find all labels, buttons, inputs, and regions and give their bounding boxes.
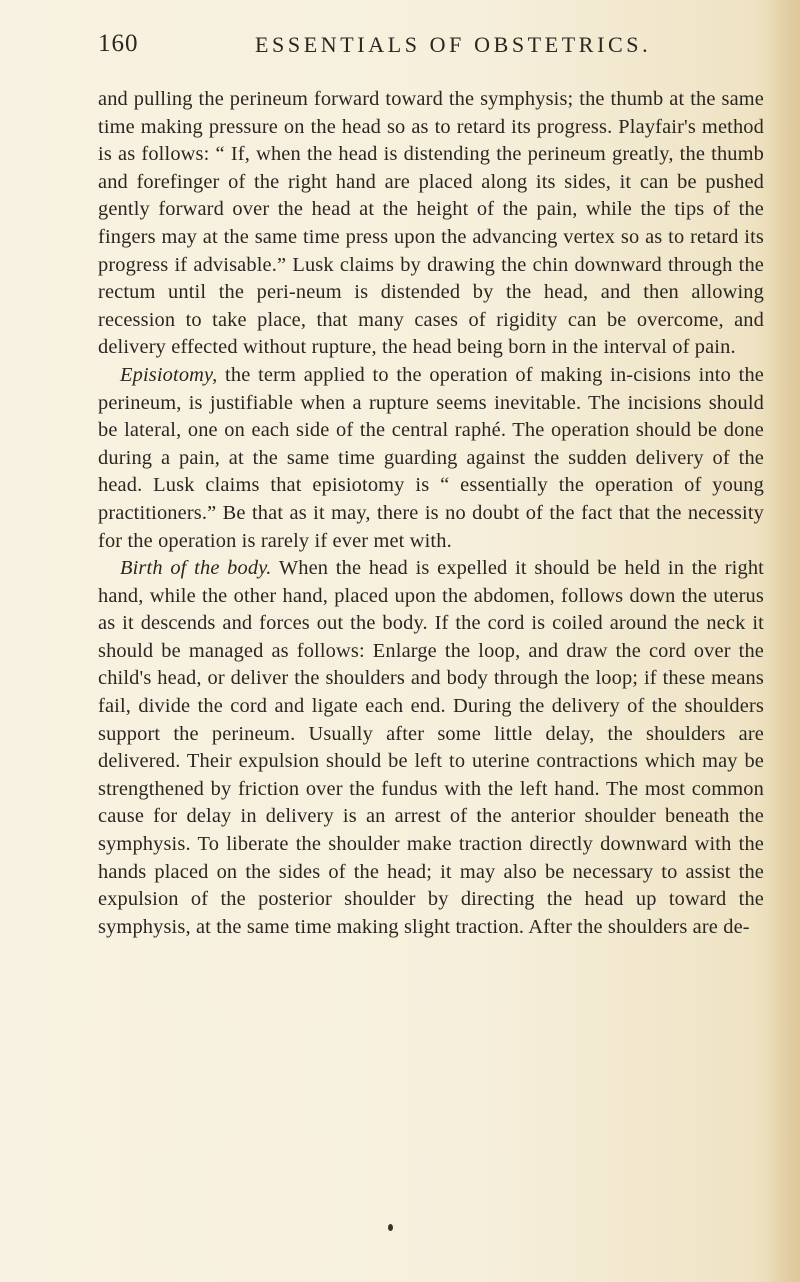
paragraph-text: the term applied to the operation of making in-cisions into the perineum, is justifiable when a rupture seems inevitable. The incisions should be lateral, one on each side of the central raphé. The operation should be done during a pain, at the same time guarding against the sudden delivery of the head. Lusk claims that episiotomy is “ essentially the operation of young practitioners.” Be that as it may, there is no doubt of the fact that the necessity for the operation is rarely if ever met with.	[98, 363, 764, 552]
running-title: ESSENTIALS OF OBSTETRICS.	[255, 32, 652, 57]
paragraph-episiotomy	[98, 362, 764, 555]
paragraph-text: When the head is expelled it should be held in the right hand, while the other hand, placed upon the abdomen, follows down the uterus as it descends and forces out the body. If the cord is coiled around the neck it should be managed as follows: Enlarge the loop, and draw the cord over the child's head, or deliver the shoulders and body through the loop; if these means fail, divide the cord and ligate each end. During the delivery of the shoulders support the perineum. Usually after some little delay, the shoulders are delivered. Their expulsion should be left to uterine contractions which may be strengthened by friction over the fundus with the left hand. The most common cause for delay in delivery is an arrest of the anterior shoulder beneath the symphysis. To liberate the shoulder make traction directly downward with the hands placed on the sides of the head; it may also be necessary to assist the expulsion of the posterior shoulder by directing the head up toward the symphysis, at the same time making slight traction. After the shoulders are de-	[98, 557, 764, 938]
page-number: 160	[98, 30, 139, 57]
paragraph-text: and pulling the perineum forward toward the symphysis; the thumb at the same time making pressure on the head so as to retard its progress. Playfair's method is as follows: “ If, when the head is distending the perineum greatly, the thumb and forefinger of the right hand are placed along its sides, it can be pushed gently forward over the head at the height of the pain, while the tips of the fingers may at the same time press upon the advancing vertex so as to retard its progress if advisable.” Lusk claims by drawing the chin downward through the rectum until the peri-neum is distended by the head, and then allowing recession to take place, that many cases of rigidity can be overcome, and delivery effected without rupture, the head being born in the interval of pain.	[98, 88, 764, 359]
section-heading-birth-of-body: Birth of the body.	[120, 557, 272, 580]
running-header	[98, 30, 778, 64]
page-edge-shadow	[766, 0, 800, 1282]
paragraph-1	[98, 86, 764, 362]
body-text	[98, 86, 764, 941]
paragraph-birth-of-body	[98, 555, 764, 941]
section-heading-episiotomy: Episiotomy,	[120, 363, 218, 386]
ink-speck	[388, 1224, 393, 1231]
